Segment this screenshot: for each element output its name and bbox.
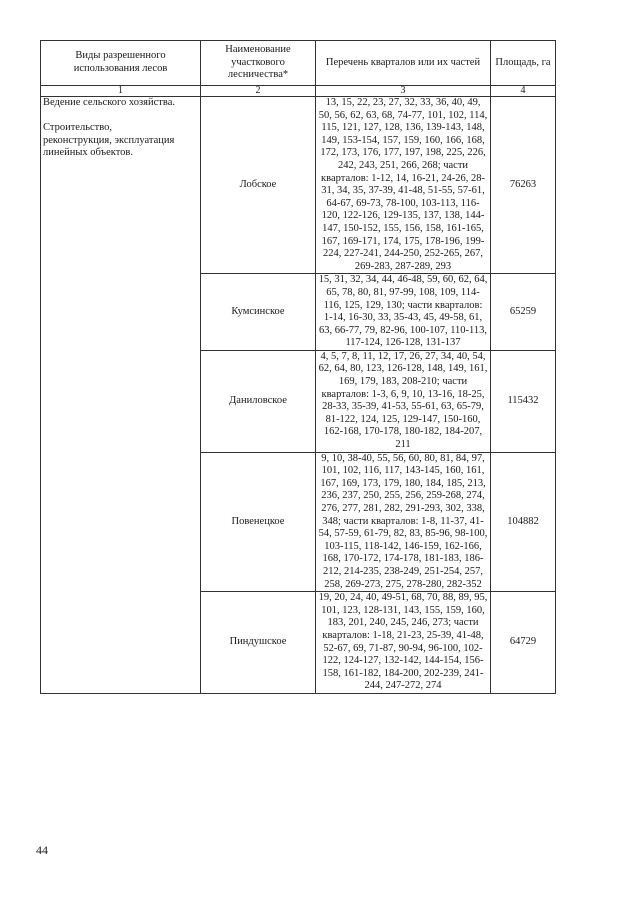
header-use-types: Виды разрешенного использования лесов [41,41,201,86]
quarters-list: 4, 5, 7, 8, 11, 12, 17, 26, 27, 34, 40, 54, 62, 64, 80, 123, 126-128, 148, 149, 161, 169, 179, 183, 208-210; части кварталов: 1-3, 6, 9, 10, 13-16, 18-25, 28-33, 35-39, 41-53, 55-61, 63, 65-79, 81-122, 124, 125, 129-147, 150-160, 162-168, 170-178, 180-182, 184-207, 211 [316,350,491,452]
usage-type: Ведение сельского хозяйства. [43,97,175,108]
area-value: 76263 [491,97,556,274]
column-number: 2 [201,86,316,97]
forestry-name: Лобское [201,97,316,274]
quarters-list: 9, 10, 38-40, 55, 56, 60, 80, 81, 84, 97, 101, 102, 116, 117, 143-145, 160, 161, 167, 169, 173, 179, 180, 184, 185, 213, 236, 237, 250, 255, 256, 259-268, 274, 276, 277, 281, 282, 291-293, 302, 338, 348; части кварталов: 1-8, 11-37, 41-54, 57-59, 61-79, 82, 83, 85-96, 98-100, 103-115, 118-142, 146-159, 162-166, 168, 170-172, 174-178, 181-183, 186-212, 214-235, 238-249, 251-254, 257, 258, 269-273, 275, 278-280, 282-352 [316,452,491,592]
header-area: Площадь, га [491,41,556,86]
table-row [41,97,556,274]
forestry-name: Повенецкое [201,452,316,592]
usage-type: Строительство, [43,122,112,134]
area-value: 104882 [491,452,556,592]
area-value: 64729 [491,592,556,694]
column-number: 1 [41,86,201,97]
forestry-name: Пиндушское [201,592,316,694]
header-forestry-name: Наименование участкового лесничества* [201,41,316,86]
forestry-name: Кумсинское [201,274,316,351]
column-number: 3 [316,86,491,97]
quarters-list: 13, 15, 22, 23, 27, 32, 33, 36, 40, 49, 50, 56, 62, 63, 68, 74-77, 101, 102, 114, 115, 121, 127, 128, 136, 139-143, 148, 149, 153-154, 157, 159, 160, 166, 168, 172, 173, 176, 177, 197, 198, 225, 226, 242, 243, 251, 266, 268; части кварталов: 1-12, 14, 16-21, 24-26, 28-31, 34, 35, 37-39, 41-48, 51-55, 57-61, 64-67, 69-73, 78-100, 103-113, 116-120, 122-126, 129-135, 137, 138, 144-147, 150-152, 155, 156, 158, 161-165, 167, 169-171, 174, 175, 178-196, 199-224, 227-241, 244-250, 252-265, 267, 269-283, 287-289, 293 [316,97,491,274]
column-number: 4 [491,86,556,97]
column-number-row [41,86,556,97]
usage-types-cell [41,97,201,694]
area-value: 65259 [491,274,556,351]
header-row [41,41,556,86]
forest-use-table [40,40,556,694]
header-quarters-list: Перечень кварталов или их частей [316,41,491,86]
forestry-name: Даниловское [201,350,316,452]
quarters-list: 19, 20, 24, 40, 49-51, 68, 70, 88, 89, 95, 101, 123, 128-131, 143, 155, 159, 160, 183, 201, 240, 245, 246, 273; части кварталов: 1-18, 21-23, 25-39, 41-48, 52-67, 69, 71-87, 90-94, 96-100, 102-122, 124-127, 132-142, 144-154, 156-158, 161-182, 184-200, 202-239, 241-244, 247-272, 274 [316,592,491,694]
usage-type: линейных объектов. [43,147,133,159]
quarters-list: 15, 31, 32, 34, 44, 46-48, 59, 60, 62, 64, 65, 78, 80, 81, 97-99, 108, 109, 114-116, 125, 129, 130; части кварталов: 1-14, 16-30, 33, 35-43, 45, 49-58, 61, 63, 66-77, 79, 82-96, 100-107, 110-113, 117-124, 126-128, 131-137 [316,274,491,351]
usage-type: реконструкция, эксплуатация [43,134,175,146]
area-value: 115432 [491,350,556,452]
page-number: 44 [36,843,48,857]
